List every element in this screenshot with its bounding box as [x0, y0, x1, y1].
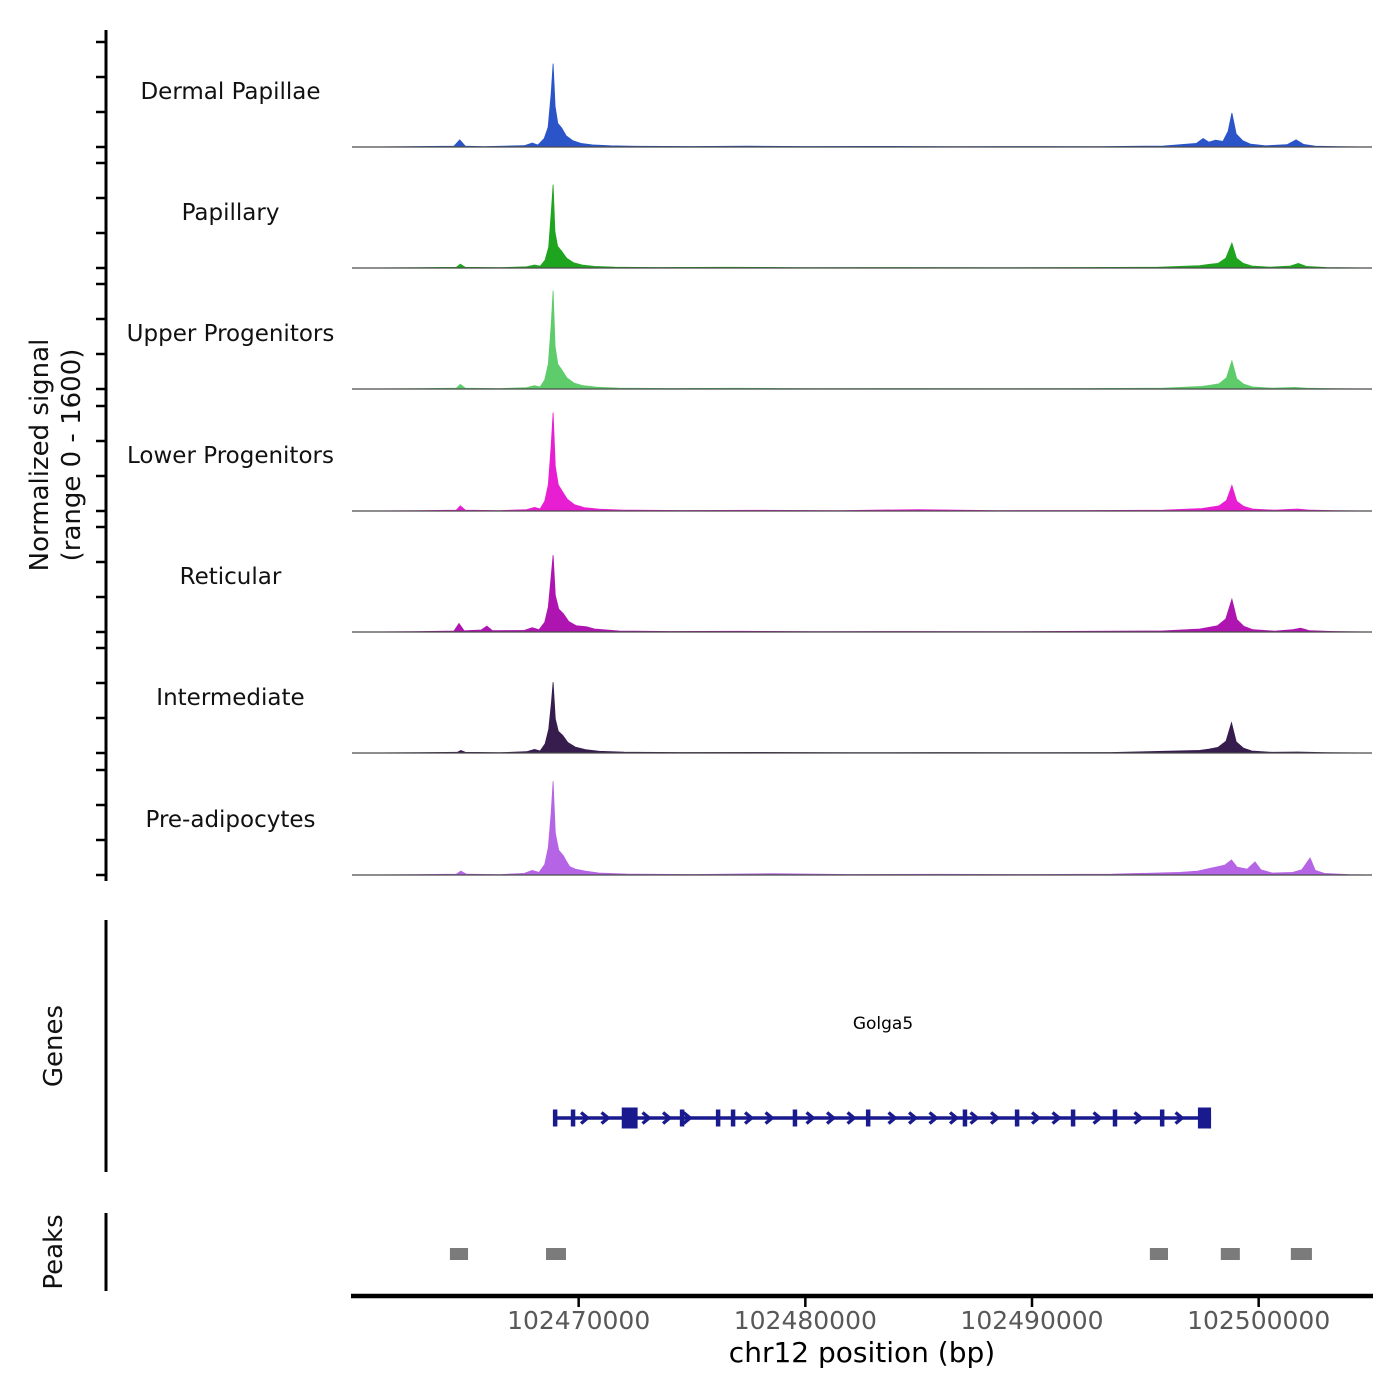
genes-section-label: Genes: [39, 1004, 69, 1088]
y-axis-label-line2: (range 0 - 1600): [57, 348, 87, 562]
peak-box: [1150, 1248, 1168, 1260]
peak-box: [546, 1248, 566, 1260]
signal-area-upper-progenitors: [352, 291, 1372, 389]
track-label-papillary: Papillary: [181, 200, 280, 226]
gene-name-label: Golga5: [852, 1014, 914, 1034]
x-tick-label: 102500000: [1187, 1306, 1331, 1335]
gene-exon-large: [1198, 1108, 1211, 1129]
y-axis-label: [24, 339, 88, 572]
gene-exon: [1113, 1110, 1118, 1127]
x-axis-title: chr12 position (bp): [728, 1336, 996, 1369]
x-tick-label: 102480000: [733, 1306, 877, 1335]
gene-exon: [1015, 1110, 1020, 1127]
x-tick-label: 102490000: [960, 1306, 1104, 1335]
gene-exon: [793, 1110, 798, 1127]
y-axis-label-line1: Normalized signal: [25, 338, 55, 572]
track-label-lower-progenitors: Lower Progenitors: [127, 443, 334, 469]
track-label-reticular: Reticular: [179, 564, 282, 590]
signal-area-pre-adipocytes: [352, 781, 1372, 875]
signal-area-reticular: [352, 555, 1372, 632]
signal-area-dermal-papillae: [352, 64, 1372, 147]
gene-exon: [553, 1110, 558, 1127]
peak-box: [450, 1248, 468, 1260]
gene-exon-large: [622, 1108, 638, 1129]
signal-area-lower-progenitors: [352, 413, 1372, 511]
gene-exon: [680, 1110, 685, 1127]
track-label-dermal-papillae: Dermal Papillae: [140, 79, 321, 105]
gene-exon: [1160, 1110, 1165, 1127]
gene-exon: [571, 1110, 576, 1127]
gene-exon: [1071, 1110, 1076, 1127]
gene-exon: [716, 1110, 721, 1127]
track-label-pre-adipocytes: Pre-adipocytes: [145, 807, 316, 833]
gene-exon: [731, 1110, 736, 1127]
gene-exon: [963, 1110, 968, 1127]
peak-box: [1291, 1248, 1312, 1260]
gene-exon: [866, 1110, 871, 1127]
track-label-upper-progenitors: Upper Progenitors: [126, 321, 335, 347]
track-label-intermediate: Intermediate: [156, 685, 305, 711]
signal-area-papillary: [352, 185, 1372, 268]
peak-box: [1221, 1248, 1240, 1260]
peaks-section-label: Peaks: [39, 1214, 69, 1290]
signal-area-intermediate: [352, 682, 1372, 753]
x-tick-label: 102470000: [507, 1306, 651, 1335]
